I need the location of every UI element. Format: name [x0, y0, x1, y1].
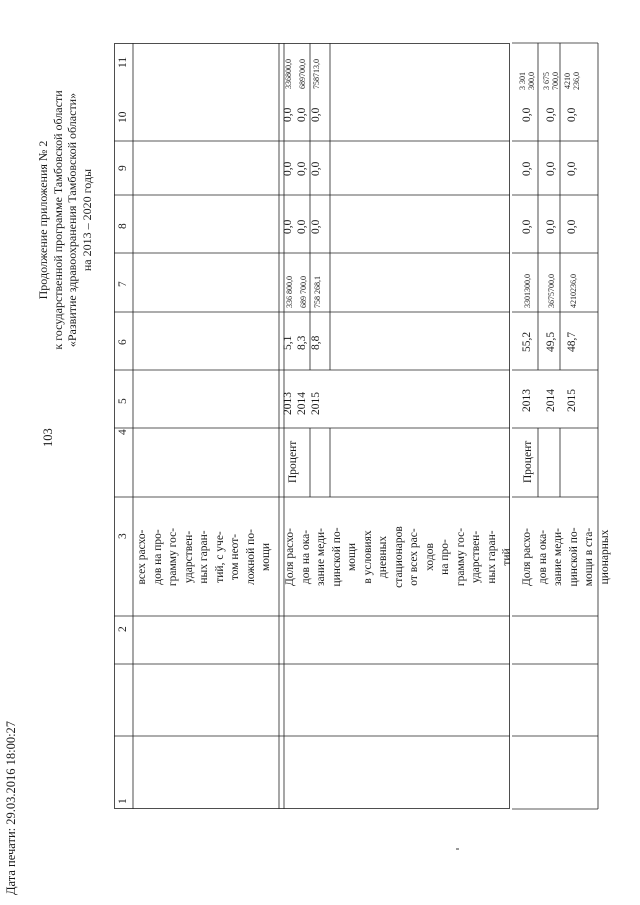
indicator-1-value-2013: 5,1 — [282, 335, 294, 350]
indicator-2-name: Доля расхо- дов на ока- зание меди- цинской по- мощи в ста- ционарных — [521, 527, 611, 587]
indicator-1-c11-2015: 758713,0 — [312, 59, 321, 89]
column-number-6: 6 — [117, 339, 129, 345]
indicator-1-c8-2013: 0,0 — [282, 219, 294, 234]
column-number-11: 11 — [117, 56, 129, 68]
indicator-2-c7-2014: 3675700,0 — [547, 274, 556, 308]
indicator-2-year-2013: 2013 — [521, 389, 533, 412]
print-date: Дата печати: 29.03.2016 18:00:27 — [4, 720, 18, 895]
appendix-header-line-4: на 2013 – 2020 годы — [79, 168, 94, 272]
indicator-1-c9-2015: 0,0 — [310, 161, 322, 176]
column-number-8: 8 — [117, 223, 129, 229]
indicator-2-value-2014: 49,5 — [545, 331, 557, 352]
indicator-1-c8-2014: 0,0 — [296, 219, 308, 234]
program-indicators-table — [114, 43, 510, 809]
indicator-1-value-2015: 8,8 — [310, 335, 322, 350]
indicator-2-c11-2013: 3 301 300,0 — [518, 72, 536, 90]
indicator-1-c7-2015: 758 268,1 — [313, 276, 322, 308]
indicator-1-c7-2014: 689 700,0 — [299, 276, 308, 308]
indicator-1-c9-2014: 0,0 — [296, 161, 308, 176]
indicator-2-year-2014: 2014 — [545, 389, 557, 412]
column-number-3: 3 — [117, 533, 129, 539]
indicator-2-c9-2015: 0,0 — [566, 161, 578, 176]
appendix-header-line-2: к государственной программе Тамбовской области — [50, 90, 65, 350]
indicator-2-unit: Процент — [522, 440, 534, 483]
appendix-header — [36, 35, 94, 405]
indicator-1-year-2015: 2015 — [310, 392, 322, 415]
indicator-1-c7-2013: 336 800,0 — [285, 276, 294, 308]
indicator-2-c8-2014: 0,0 — [545, 219, 557, 234]
indicator-2-c11-2014: 3 675 700,0 — [542, 72, 560, 90]
indicator-1-c8-2015: 0,0 — [310, 219, 322, 234]
column-number-4: 4 — [117, 429, 129, 435]
indicator-2-c8-2013: 0,0 — [521, 219, 533, 234]
indicator-2-value-2015: 48,7 — [566, 331, 578, 352]
indicator-2-c11-2015: 4210 236,0 — [563, 72, 581, 90]
indicator-2-c7-2013: 3301300,0 — [523, 274, 532, 308]
indicator-1-c11-2013: 336800,0 — [284, 59, 293, 89]
scan-speck — [456, 848, 459, 850]
indicator-2-c9-2013: 0,0 — [521, 161, 533, 176]
appendix-header-line-1: Продолжение приложения № 2 — [36, 140, 50, 300]
indicator-1-c10-2013: 0,0 — [282, 107, 294, 122]
indicator-1-c10-2014: 0,0 — [296, 107, 308, 122]
indicator-1-unit: Процент — [287, 440, 299, 483]
indicator-1-c9-2013: 0,0 — [282, 161, 294, 176]
column-number-1: 1 — [117, 798, 129, 804]
column-number-2: 2 — [117, 626, 129, 632]
column-number-10: 10 — [117, 111, 129, 123]
indicator-1-c11-2014: 689700,0 — [298, 59, 307, 89]
indicator-2-c7-2015: 4210236,0 — [569, 274, 578, 308]
indicator-1-year-2013: 2013 — [282, 392, 294, 415]
indicator-2-c10-2013: 0,0 — [521, 107, 533, 122]
page-number: 103 — [41, 428, 55, 447]
indicator-2-c10-2014: 0,0 — [545, 107, 557, 122]
table-grid-lines — [114, 43, 510, 809]
indicator-1-value-2014: 8,3 — [296, 335, 308, 350]
indicator-1-c10-2015: 0,0 — [310, 107, 322, 122]
column-number-9: 9 — [117, 165, 129, 171]
indicator-2-value-2013: 55,2 — [521, 331, 533, 352]
appendix-header-line-3: «Развитие здравоохранения Тамбовской области» — [65, 92, 79, 348]
indicator-1-name: Доля расхо- дов на ока- зание меди- цинской по- мощи в условиях дневных стационаров от всех рас- ходов на про- грамму гос- ударствен- ных гаран- тий — [284, 526, 513, 588]
indicator-2-c8-2015: 0,0 — [566, 219, 578, 234]
continued-indicator-name: всех расхо- дов на про- грамму гос- ударствен- ных гаран- тий, с уче- том неот- ложной по- мощи — [136, 527, 272, 587]
indicator-2-c9-2014: 0,0 — [545, 161, 557, 176]
indicator-2-c10-2015: 0,0 — [566, 107, 578, 122]
indicator-2-year-2015: 2015 — [566, 389, 578, 412]
column-number-5: 5 — [117, 398, 129, 404]
column-number-7: 7 — [117, 281, 129, 287]
indicator-1-year-2014: 2014 — [296, 392, 308, 415]
